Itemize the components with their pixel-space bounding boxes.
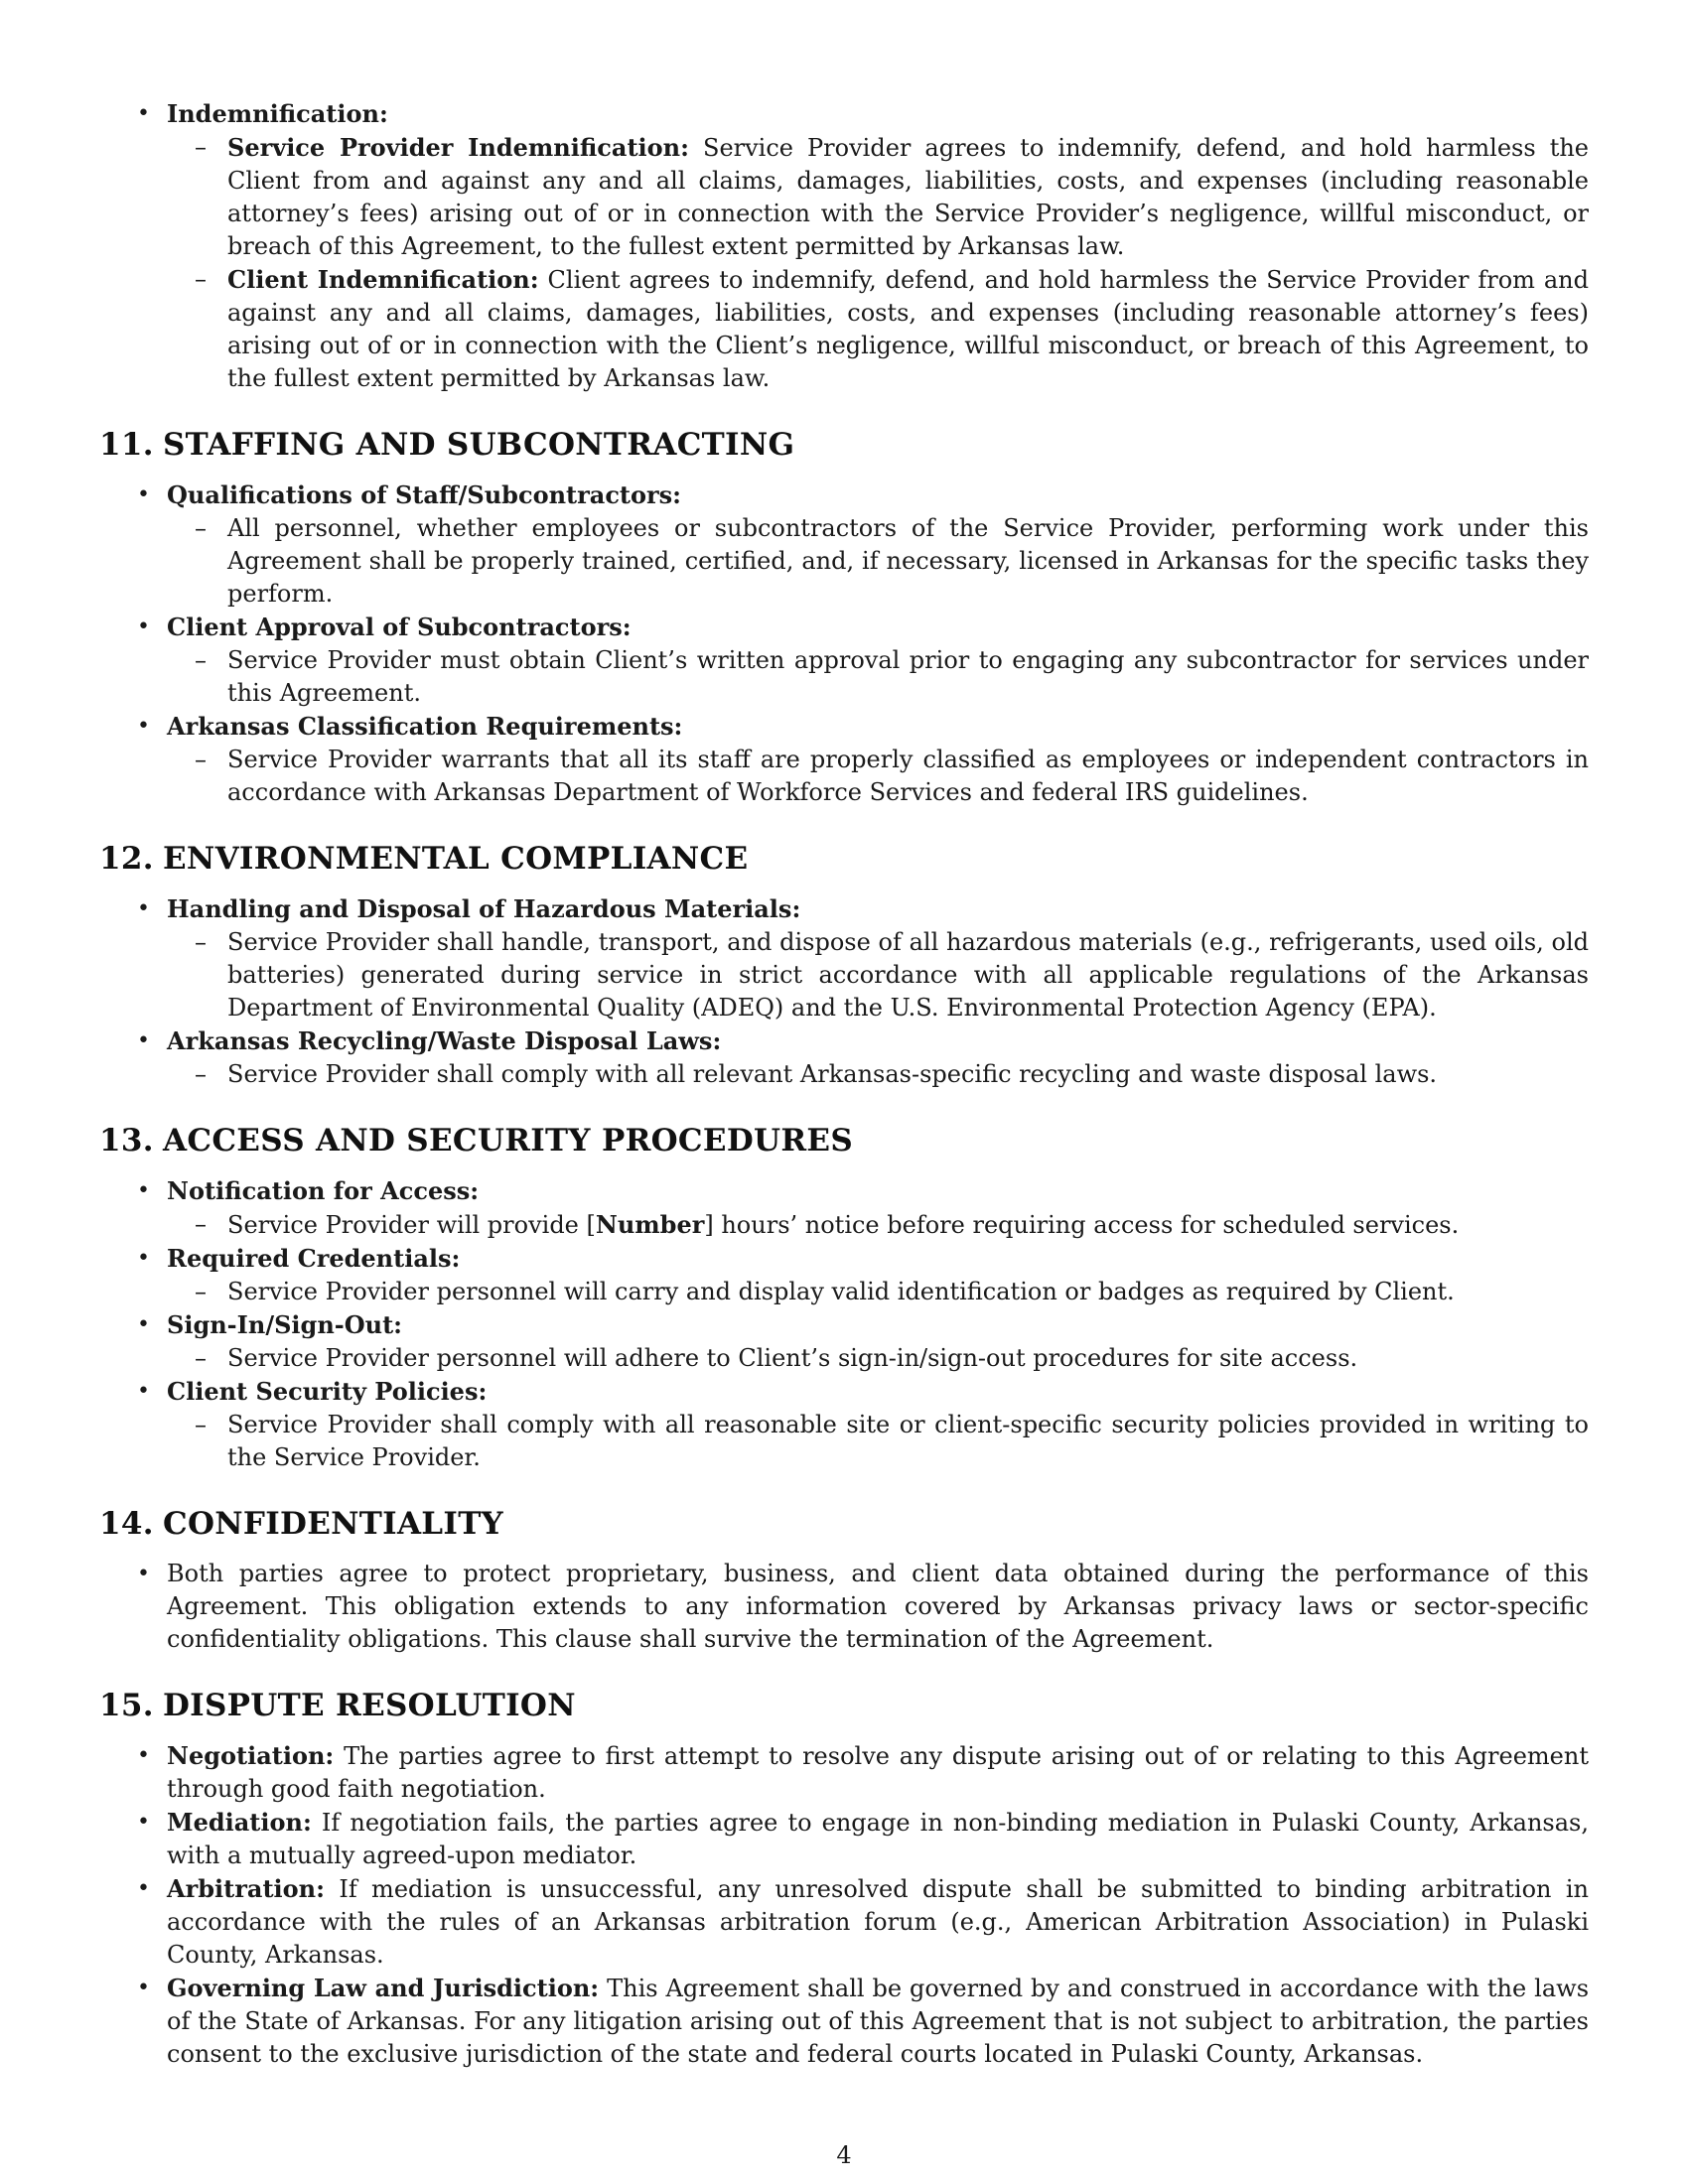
item-label: Required Credentials: [167, 1244, 461, 1273]
sub-item [167, 1208, 1589, 1242]
section-title: DISPUTE RESOLUTION [163, 1688, 576, 1723]
section-list [99, 478, 1589, 809]
section-number: 13. [99, 1123, 154, 1159]
sub-list [167, 1276, 1589, 1308]
item-label: Client Approval of Subcontractors: [167, 613, 632, 641]
section-list [99, 1739, 1589, 2071]
item-label: Negotiation: [167, 1741, 335, 1770]
sub-list [167, 926, 1589, 1024]
list-item [99, 1242, 1589, 1308]
section-list [99, 1558, 1589, 1656]
sub-item [167, 263, 1589, 395]
item-label: Service Provider Indemnification: [227, 133, 689, 162]
indemnification-list [99, 97, 1589, 395]
section-heading [99, 1504, 1589, 1544]
section-11 [99, 425, 1589, 809]
item-text: Client agrees to indemnify, defend, and hold harmless the Service Provider from and against any and all claims, damages, liabilities, costs, and expenses (including reasonable attorney’s fees) arising out of or in connection with the Client’s negligence, willful misconduct, or breach of this Agreement, to the fullest extent permitted by Arkansas law. [227, 266, 1589, 392]
list-item [99, 1308, 1589, 1375]
sub-list [167, 1058, 1589, 1091]
item-label: Indemnification: [167, 99, 388, 128]
item-label: Arkansas Classification Requirements: [167, 712, 683, 741]
list-item [99, 97, 1589, 395]
item-label: Sign-In/Sign-Out: [167, 1310, 403, 1339]
item-label: Arbitration: [167, 1874, 325, 1903]
section-heading [99, 1121, 1589, 1160]
sub-item: – All personnel, whether employees or subcontractors of the Service Provider, performing work under this Agreement shall be properly trained, certified, and, if necessary, licensed in Arkansas for the specific tasks they perform. [167, 512, 1589, 611]
item-label: Mediation: [167, 1808, 312, 1837]
sub-item: – Service Provider personnel will adhere to Client’s sign-in/sign-out procedures for site access. [167, 1342, 1589, 1375]
sub-list [167, 644, 1589, 710]
section-title: STAFFING AND SUBCONTRACTING [163, 427, 795, 463]
section-list [99, 892, 1589, 1091]
indemnification-block [99, 97, 1589, 395]
sub-item: – Service Provider shall comply with all relevant Arkansas-specific recycling and waste disposal laws. [167, 1058, 1589, 1091]
sub-item [167, 131, 1589, 263]
sub-item: – Service Provider personnel will carry and display valid identification or badges as required by Client. [167, 1276, 1589, 1308]
list-item [99, 1872, 1589, 1972]
section-15 [99, 1686, 1589, 2071]
list-item [99, 1024, 1589, 1091]
section-number: 14. [99, 1506, 154, 1542]
page-content [99, 97, 1589, 2101]
item-text: This Agreement shall be governed by and construed in accordance with the laws of the State of Arkansas. For any litigation arising out of this Agreement that is not subject to arbitration, the parties consent to the exclusive jurisdiction of the state and federal courts located in Pulaski County, Arkansas. [167, 1975, 1590, 2068]
section-title: ENVIRONMENTAL COMPLIANCE [163, 841, 749, 877]
item-text: If negotiation fails, the parties agree to engage in non-binding mediation in Pulaski County, Arkansas, with a mutually agreed-upon mediator. [167, 1809, 1589, 1869]
list-item: • Both parties agree to protect proprietary, business, and client data obtained during the performance of this Agreement. This obligation extends to any information covered by Arkansas privacy laws or sector-specific confidentiality obligations. This clause shall survive the termination of the Agreement. [99, 1558, 1589, 1656]
section-list [99, 1174, 1589, 1474]
item-label: Qualifications of Staff/Subcontractors: [167, 480, 682, 509]
section-heading [99, 839, 1589, 879]
sub-text: ] hours’ notice before requiring access for scheduled services. [704, 1211, 1460, 1239]
item-label: Client Indemnification: [227, 265, 539, 294]
item-label: Notification for Access: [167, 1176, 480, 1205]
item-label: Arkansas Recycling/Waste Disposal Laws: [167, 1026, 722, 1055]
section-12 [99, 839, 1589, 1091]
list-item [99, 1174, 1589, 1242]
item-label: Client Security Policies: [167, 1377, 488, 1406]
sub-list [167, 1342, 1589, 1375]
sub-list [167, 131, 1589, 395]
sub-list [167, 1409, 1589, 1474]
list-item [99, 1739, 1589, 1806]
sub-item: – Service Provider shall handle, transport, and dispose of all hazardous materials (e.g., refrigerants, used oils, old batteries) generated during service in strict accordance with all applicable regulations of the Arkansas Department of Environmental Quality (ADEQ) and the U.S. Environmental Protection Agency (EPA). [167, 926, 1589, 1024]
item-text: If mediation is unsuccessful, any unresolved dispute shall be submitted to binding arbitration in accordance with the rules of an Arkansas arbitration forum (e.g., American Arbitration Association) in Pulaski County, Arkansas. [167, 1875, 1589, 1969]
list-item [99, 710, 1589, 809]
sub-text: Service Provider will provide [ [227, 1211, 596, 1239]
page-number: 4 [836, 2141, 852, 2169]
sub-list [167, 1208, 1589, 1242]
section-number: 11. [99, 427, 154, 463]
section-title: CONFIDENTIALITY [163, 1506, 503, 1542]
section-14 [99, 1504, 1589, 1656]
sub-item: – Service Provider warrants that all its staff are properly classified as employees or independent contractors in accordance with Arkansas Department of Workforce Services and federal IRS guidelines. [167, 744, 1589, 809]
item-text: Service Provider agrees to indemnify, defend, and hold harmless the Client from and against any and all claims, damages, liabilities, costs, and expenses (including reasonable attorney’s fees) arising out of or in connection with the Service Provider’s negligence, willful misconduct, or breach of this Agreement, to the fullest extent permitted by Arkansas law. [227, 134, 1589, 260]
item-label: Governing Law and Jurisdiction: [167, 1974, 600, 2002]
item-text: The parties agree to first attempt to resolve any dispute arising out of or relating to this Agreement through good faith negotiation. [167, 1742, 1589, 1803]
section-number: 12. [99, 841, 154, 877]
list-item [99, 1972, 1589, 2071]
sub-item: – Service Provider shall comply with all reasonable site or client-specific security policies provided in writing to the Service Provider. [167, 1409, 1589, 1474]
list-item [99, 1375, 1589, 1474]
sub-list [167, 744, 1589, 809]
sub-list [167, 512, 1589, 611]
section-number: 15. [99, 1688, 154, 1723]
placeholder-number: Number [595, 1210, 705, 1239]
sub-item: – Service Provider must obtain Client’s written approval prior to engaging any subcontractor for services under this Agreement. [167, 644, 1589, 710]
item-label: Handling and Disposal of Hazardous Materials: [167, 894, 801, 923]
list-item [99, 892, 1589, 1024]
section-title: ACCESS AND SECURITY PROCEDURES [163, 1123, 854, 1159]
section-13 [99, 1121, 1589, 1474]
section-heading [99, 1686, 1589, 1725]
section-heading [99, 425, 1589, 465]
list-item [99, 611, 1589, 710]
list-item [99, 478, 1589, 611]
list-item [99, 1806, 1589, 1872]
